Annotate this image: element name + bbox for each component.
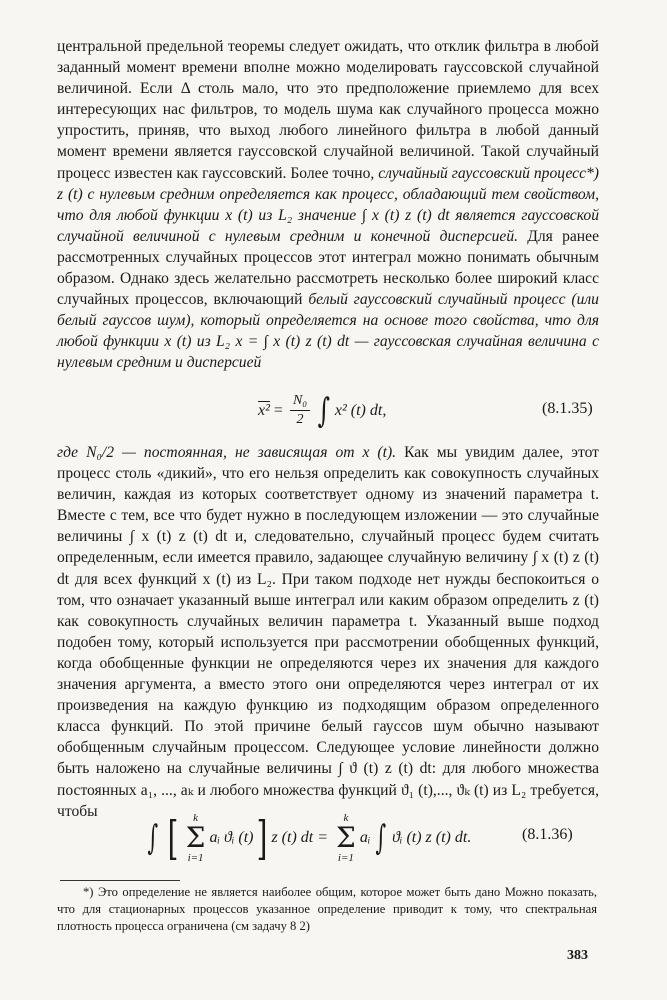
sigma-icon: Σ bbox=[185, 821, 206, 854]
left-bracket: [ bbox=[167, 811, 179, 865]
integral-sign: ∫ bbox=[375, 818, 387, 858]
equation-8-1-35 bbox=[258, 392, 386, 429]
page-number: 383 bbox=[567, 948, 588, 963]
paragraph-2-rest: Как мы увидим далее, этот процесс столь «дикий», что его нельзя определить как совокупность случайных величин, каждая из которых соответствует одному из значений параметра t. Вместе с тем, все что будет нужно в последующем изложении — это случайные величины ∫ x (t) z (t) dt и, следовательно, случайный процесс будем считать определенным, если имеется правило, задающее случайную величину ∫ x (t) z (t) dt для всех функций x (t) из L₂. При таком подходе нет нужды беспокоиться о том, что означает указанный выше интеграл или каким образом определить z (t) как совокупность случайных величин параметра t. Указанный выше подход подобен тому, который используется при рассмотрении обобщенных функций, когда обобщенные функции не определяются через их значения для каждого значения аргумента, а вместо этого они определяются через интеграл от их произведения на каждую функцию из подходящим образом определенного класса функций. По этой причине белый гауссов шум обычно называют обобщенным случайным процессом. Следующее условие линейности должно быть наложено на случайные величины ∫ ϑ (t) z (t) dt: для любого множества постоянных a₁, ..., aₖ и любого множества функций ϑ₁ (t),..., ϑₖ (t) из L₂ требуется, чтобы bbox=[57, 444, 600, 820]
integral-sign: ∫ bbox=[147, 818, 159, 858]
paragraph-1-start: центральной предельной теоремы следует ожидать, что отклик фильтра в любой заданный момент времени вполне можно моделировать гауссовской случайной величиной. Если Δ столь мало, что это предположение приемлемо для всех интересующих нас фильтров, то модель шума как случайного процесса можно упростить, приняв, что выход любого линейного фильтра в любой данный момент времени является гауссовской случайной величиной. Такой случайный процесс известен как гауссовский. Более точно, bbox=[57, 38, 599, 182]
integral-sign: ∫ bbox=[317, 390, 331, 431]
eq1-denominator: 2 bbox=[296, 412, 304, 427]
body-text-2 bbox=[57, 442, 599, 822]
eq1-equals: = bbox=[273, 401, 283, 419]
eq1-numerator: N₀ bbox=[290, 392, 310, 411]
eq2-sum-right-bottom: i=1 bbox=[337, 852, 354, 864]
eq1-number: (8.1.35) bbox=[542, 400, 593, 417]
body-text bbox=[57, 36, 599, 374]
paragraph-2 bbox=[57, 442, 599, 822]
sigma-icon: Σ bbox=[336, 821, 356, 854]
definition-white-noise: белый гауссовский случайный процесс (или белый гауссов шум), который определяется на основе того свойства, что для любой функции x (t) из L₂ x = ∫ x (t) z (t) dt — гауссовская случайная величина с нулевым средним и дисперсией bbox=[57, 291, 599, 372]
eq1-integrand: x² (t) dt, bbox=[334, 401, 387, 419]
eq2-middle: z (t) dt = bbox=[271, 829, 329, 846]
footnote-mark: *) bbox=[83, 885, 94, 899]
paragraph-1-middle: Для ранее рассмотренных случайных процессов этот интеграл можно понимать обычным образом. Однако здесь желательно рассмотреть несколько более широкий класс случайных процессов, включающий bbox=[57, 227, 599, 309]
eq1-lhs: x² bbox=[258, 401, 270, 419]
eq2-sum-left-top: k bbox=[193, 812, 199, 824]
paragraph-1 bbox=[57, 36, 599, 374]
eq2-term: aᵢ ϑᵢ (t) bbox=[209, 829, 254, 846]
eq2-rhs-coefficient: aᵢ bbox=[359, 829, 371, 846]
eq2-number: (8.1.36) bbox=[522, 826, 573, 843]
footnote-divider bbox=[60, 880, 180, 881]
eq2-sum-left bbox=[186, 812, 206, 864]
footnote bbox=[57, 884, 597, 935]
eq1-fraction bbox=[290, 392, 310, 429]
eq2-sum-left-bottom: i=1 bbox=[187, 852, 204, 864]
footnote-text: Это определение не является наиболее общим, которое может быть дано Можно показать, что для стационарных процессов указанное определение приводит к тому, что спектральная плотность процесса ограничена (см задачу 8 2) bbox=[57, 885, 597, 933]
eq2-sum-right bbox=[336, 812, 356, 864]
paragraph-2-start: где N₀/2 — постоянная, не зависящая от x (t). bbox=[57, 444, 397, 461]
eq2-sum-right-top: k bbox=[343, 812, 349, 824]
equation-8-1-36 bbox=[142, 812, 471, 864]
right-bracket: ] bbox=[257, 811, 268, 865]
eq2-rhs-integrand: ϑᵢ (t) z (t) dt. bbox=[392, 829, 472, 846]
definition-gaussian-process: случайный гауссовский процесс*) z (t) с нулевым средним определяется как процесс, обладающий тем свойством, что для любой функции x (t) из L₂ значение ∫ x (t) z (t) dt является гауссовской случайной величиной с нулевым средним и конечной дисперсией. bbox=[57, 164, 599, 245]
